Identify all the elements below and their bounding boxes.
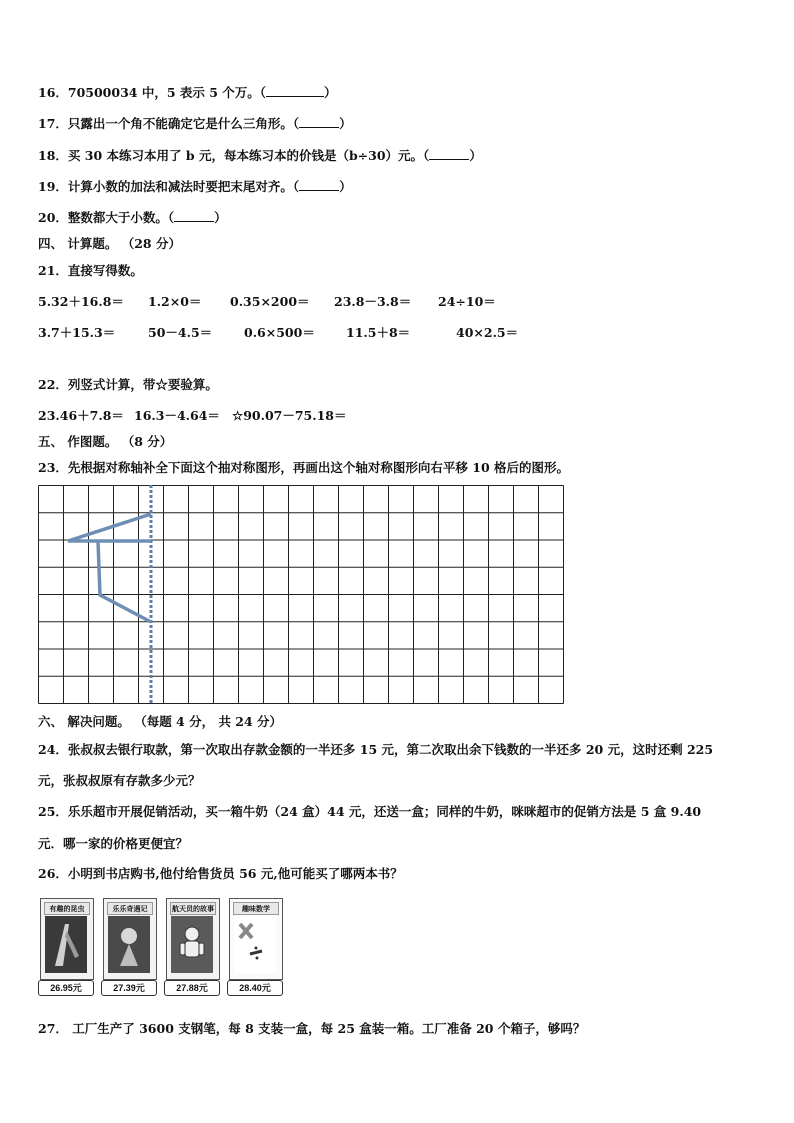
- question-21-title: 21．直接写得数。: [38, 263, 143, 278]
- calc-item: ☆90.07－75.18＝: [232, 408, 347, 423]
- answer-blank[interactable]: [299, 180, 339, 191]
- book-astronaut[interactable]: 航天员的故事: [166, 898, 220, 980]
- insect-cover-icon: [45, 916, 89, 975]
- book-price: 26.95元: [38, 980, 94, 996]
- calc-item: 50－4.5＝: [148, 325, 213, 340]
- calc-item: 11.5＋8＝: [346, 325, 411, 340]
- calc-item: 23.46＋7.8＝: [38, 408, 124, 423]
- book-insects[interactable]: 有趣的昆虫: [40, 898, 94, 980]
- question-24-line2: 元，张叔叔原有存款多少元？: [38, 773, 201, 788]
- calc-item: 24÷10＝: [438, 294, 496, 309]
- calc-item: 40×2.5＝: [456, 325, 519, 340]
- calc-item: 23.8－3.8＝: [334, 294, 412, 309]
- question-25-line1: 25．乐乐超市开展促销活动，买一箱牛奶（24 盒）44 元，还送一盒；同样的牛奶，咪咪超市的促销方法是 5 盒 9.40: [38, 804, 702, 819]
- answer-blank[interactable]: [429, 149, 469, 160]
- calc-item: 1.2×0＝: [148, 294, 202, 309]
- calc-item: 5.32＋16.8＝: [38, 294, 124, 309]
- calc-item: 0.6×500＝: [244, 325, 315, 340]
- book-math[interactable]: 趣味数学: [229, 898, 283, 980]
- question-26: 26．小明到书店购书,他付给售货员 56 元,他可能买了哪两本书？: [38, 866, 403, 881]
- question-23: 23．先根据对称轴补全下面这个抽对称图形，再画出这个轴对称图形向右平移 10 格后的图形。: [38, 460, 569, 475]
- half-figure-lower: [98, 541, 151, 622]
- section-5-title: 五、 作图题。 （8 分）: [38, 434, 173, 449]
- question-20: 20．整数都大于小数。（ ）: [38, 210, 227, 225]
- question-17: 17．只露出一个角不能确定它是什么三角形。（ ）: [38, 116, 352, 131]
- cartoon-cover-icon: [108, 916, 152, 975]
- book-price: 28.40元: [227, 980, 283, 996]
- math-cover-icon: [234, 916, 278, 975]
- answer-blank[interactable]: [174, 211, 214, 222]
- question-19: 19．计算小数的加法和减法时要把末尾对齐。（ ）: [38, 179, 352, 194]
- question-16: 16．70500034 中，5 表示 5 个万。（ ）: [38, 85, 337, 100]
- section-4-title: 四、 计算题。 （28 分）: [38, 236, 181, 251]
- question-18: 18．买 30 本练习本用了 b 元，每本练习本的价钱是（b÷30）元。（ ）: [38, 148, 482, 163]
- question-22-title: 22．列竖式计算，带☆要验算。: [38, 377, 218, 392]
- calc-item: 16.3－4.64＝: [134, 408, 220, 423]
- book-adventure[interactable]: 乐乐奇遇记: [103, 898, 157, 980]
- question-25-line2: 元．哪一家的价格更便宜？: [38, 836, 189, 851]
- book-price: 27.39元: [101, 980, 157, 996]
- section-6-title: 六、 解决问题。 （每题 4 分， 共 24 分）: [38, 714, 283, 729]
- question-27: 27． 工厂生产了 3600 支钢笔，每 8 支装一盒，每 25 盒装一箱。工厂准备 20 个箱子，够吗？: [38, 1021, 586, 1036]
- astronaut-cover-icon: [171, 916, 215, 975]
- calc-item: 0.35×200＝: [230, 294, 310, 309]
- book-price: 27.88元: [164, 980, 220, 996]
- symmetry-grid[interactable]: [38, 485, 564, 704]
- answer-blank[interactable]: [299, 117, 339, 128]
- calc-item: 3.7＋15.3＝: [38, 325, 116, 340]
- answer-blank[interactable]: [266, 86, 324, 97]
- question-24-line1: 24．张叔叔去银行取款，第一次取出存款金额的一半还多 15 元，第二次取出余下钱数的一半还多 20 元，这时还剩 225: [38, 742, 714, 757]
